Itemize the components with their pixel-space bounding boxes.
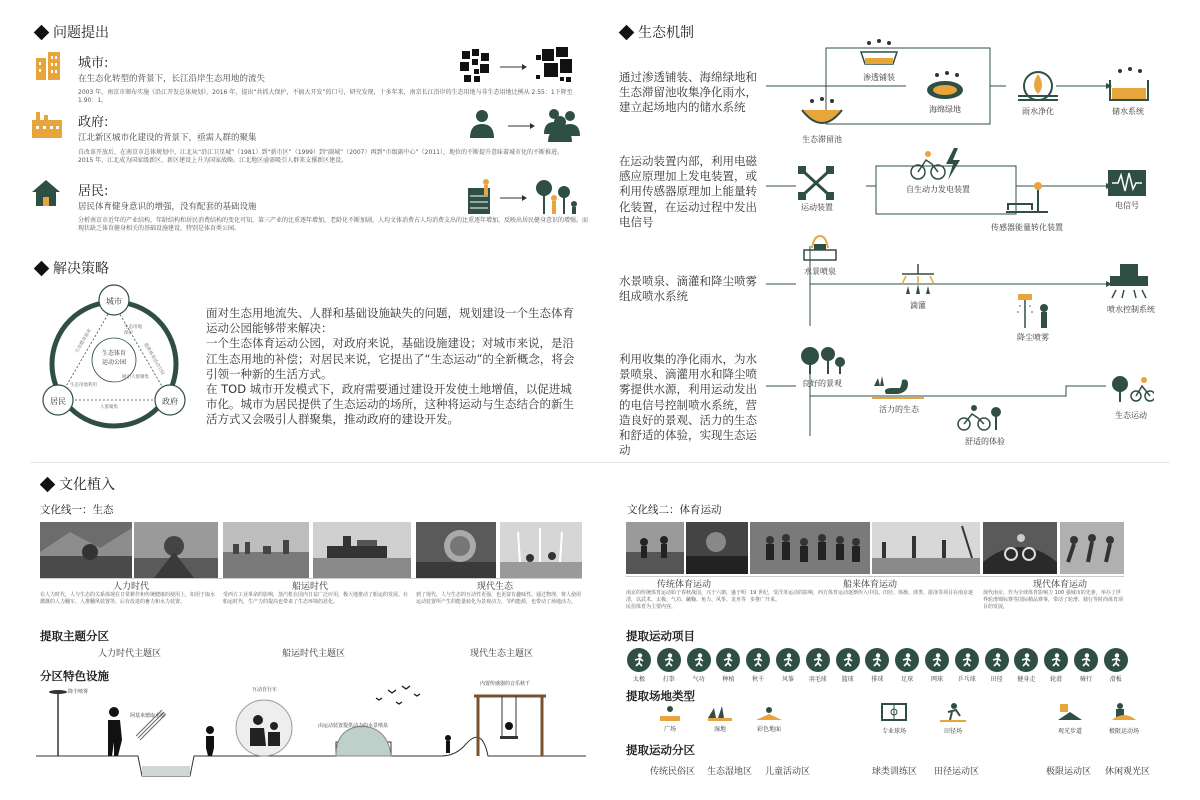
divider bbox=[30, 462, 1170, 463]
era2-label-3: 现代体育运动 bbox=[1032, 580, 1087, 590]
photo-western-1 bbox=[750, 522, 870, 574]
inner-label-5: 吸引人群聚集 bbox=[122, 375, 149, 380]
sport-item bbox=[1043, 648, 1069, 683]
house-icon bbox=[30, 178, 62, 208]
label-vital: 活力的生态 bbox=[879, 405, 919, 414]
sport-pictogram-icon bbox=[716, 648, 740, 672]
comfortable-experience-icon bbox=[956, 404, 1002, 432]
sport-pictogram-icon bbox=[985, 648, 1009, 672]
sport-pictogram-icon bbox=[806, 648, 830, 672]
track-field-icon bbox=[938, 702, 968, 722]
extreme-sport-icon bbox=[1110, 702, 1138, 722]
sport-pictogram-icon bbox=[1074, 648, 1098, 672]
sport-label: 篮球 bbox=[841, 676, 854, 683]
photo-modern-eco-2 bbox=[500, 522, 582, 578]
sponge-green-icon bbox=[923, 70, 967, 102]
zone-7: 休闲观光区 bbox=[1105, 767, 1151, 777]
era1-label-2: 船运时代 bbox=[291, 582, 328, 592]
city-buildings-icon bbox=[32, 50, 66, 80]
sport-item bbox=[775, 648, 801, 683]
era1-text-1: 在人力时代，人与生态的关系体现在日常耕作和传统健康的使用上，如用于取水灌溉的人力翻车、人推翻风装置等，后有改进的畜力和水力装置。 bbox=[40, 592, 216, 605]
era2-text-2: 19 世纪，受洋务运动的影响，西方体育运动逐渐传入中国。田径、体操、球类、游泳等项目在南京逐步推广开来。 bbox=[750, 590, 973, 603]
era2-text-3: 现代南京，作为全球体育影响力 100 强城市的先驱，举办了世界轮滑锦标赛等国际精品赛事，带动了轮滑、骑行等时尚体育项目的发展。 bbox=[983, 590, 1124, 610]
venue-1: 广场 bbox=[663, 726, 676, 733]
sport-item bbox=[1103, 648, 1129, 683]
sport-item bbox=[835, 648, 861, 683]
sport-label: 健身走 bbox=[1017, 676, 1036, 683]
dust-spray-icon bbox=[1010, 290, 1056, 330]
culture-section-title: 文化植入 bbox=[42, 474, 115, 494]
sports-device-icon bbox=[796, 164, 836, 200]
inner-label-1: 生态健身需求 bbox=[75, 328, 93, 355]
diamond-bullet-icon bbox=[619, 24, 635, 40]
drip-irrigation-icon bbox=[898, 264, 938, 298]
diamond-bullet-icon bbox=[34, 24, 50, 40]
sport-label: 滑板 bbox=[1109, 676, 1122, 683]
node-resident: 居民 bbox=[50, 397, 66, 406]
eco-row1-text: 通过渗透铺装、海绵绿地和生态滞留池收集净化雨水，建立起场地内的储水系统 bbox=[619, 70, 757, 115]
sport-item bbox=[924, 648, 950, 683]
sport-label: 足球 bbox=[901, 676, 914, 683]
inner-label-6: 提供体育活动空间 bbox=[142, 342, 165, 377]
label-purify: 雨水净化 bbox=[1022, 107, 1054, 116]
facility-label-1: 降尘喷雾 bbox=[68, 689, 89, 695]
zone-4: 球类训练区 bbox=[872, 767, 918, 777]
inner-label-4: 生态用地利用 bbox=[70, 383, 97, 388]
sport-label: 种植 bbox=[722, 676, 735, 683]
sport-pictogram-icon bbox=[687, 648, 711, 672]
vital-ecology-icon bbox=[872, 374, 924, 402]
colorful-ground-icon bbox=[754, 704, 784, 722]
sport-label: 风筝 bbox=[781, 676, 794, 683]
era1-text-2: 受西方工业革命的影响，蒸汽机在国内日益广泛应用，极大地推动了船运的发展。在船运时代，生产力的提高也带来了生态环境的恶化。 bbox=[223, 592, 409, 605]
photo-traditional-2 bbox=[686, 522, 748, 574]
sensor-converter-icon bbox=[1004, 180, 1050, 218]
sport-label: 乒乓球 bbox=[957, 676, 976, 683]
label-comfortable: 舒适的体验 bbox=[965, 437, 1005, 446]
rain-purify-icon bbox=[1016, 68, 1060, 104]
eco-sport-icon bbox=[1108, 374, 1154, 404]
era1-text-3: 到了现代，人与生态的互动性更强，也更富有趣味性。通过物理，将人使用运动装置所产生的能量转化为景观动力，节约能源，也带动了场地活力。 bbox=[416, 592, 582, 605]
label-generator: 自生动力发电装置 bbox=[906, 185, 970, 194]
gov-small-text: 自改革开放后，在南京市总体规划中，江北从“沿江卫星城”（1981）到“新市区”（1999）到“副城”（2007）再到“市级副中心”（2011），地位的不断提升意味着城市化的不断推进。2015 年，江北成为国家级新区，新区建设上升为国家战略。江北地区亟需吸引人群来支撑新区建设。 bbox=[78, 149, 563, 165]
electric-signal-icon bbox=[1106, 168, 1148, 198]
node-city: 城市 bbox=[106, 297, 122, 306]
eco-row4-text: 利用收集的净化雨水，为水景喷泉、滴灌用水和降尘喷雾提供水源，利用运动发出的电信号控制喷水系统，营造良好的景观、活力的生态和舒适的体验，实现生态运动 bbox=[619, 352, 757, 458]
sport-pictogram-icon bbox=[1014, 648, 1038, 672]
resident-line: 居民体育健身意识的增强，没有配套的基础设施 bbox=[78, 202, 257, 212]
city-small-text: 2003 年，南京市颁布实施《沿江开发总体规划》，2016 年，提出“共抓大保护，不搞大开发”的口号，研究发现，十多年来，南京长江沿岸的生态用地与非生态用地比例从 2.55：1下降至 1.90：1。 bbox=[78, 89, 573, 105]
sport-item bbox=[894, 648, 920, 683]
facility-title: 分区特色设施 bbox=[40, 669, 109, 683]
sport-pictogram-icon bbox=[627, 648, 651, 672]
strategy-text: 面对生态用地流失、人群和基础设施缺失的问题，规划建设一个生态体育运动公园能够带来解决： 一个生态体育运动公园，对政府来说，基础设施建设；对城市来说，是沿江生态用地的补偿；对居民来说，它提出了“生态运动”的全新概念，将会引领一种新的生活方式。 在 TOD 城市开发模式下，政府需要通过建设开发使土地增值，以促进城市化。城市为居民提供了生态运动的场所，这种将运动与生态结合的新生活方式又会吸引人群聚集，推动政府的建设开发。 bbox=[206, 306, 575, 427]
theme-1: 人力时代主题区 bbox=[98, 649, 162, 659]
problem-section-title: 问题提出 bbox=[36, 22, 109, 42]
sport-pictogram-icon bbox=[657, 648, 681, 672]
sport-pictogram-icon bbox=[776, 648, 800, 672]
sport-item bbox=[864, 648, 890, 683]
facility-label-5: 内置传感器的音乐秋千 bbox=[480, 681, 531, 687]
venue-title: 提取场地类型 bbox=[626, 689, 695, 703]
venue-4: 专业球场 bbox=[881, 728, 906, 735]
venue-5: 田径场 bbox=[943, 728, 962, 735]
photo-ship-era-1 bbox=[223, 522, 309, 578]
center-label: 生态体育 运动公园 bbox=[101, 350, 126, 366]
inner-label-2: 生态用地保护 bbox=[124, 325, 142, 336]
land-loss-diagram-icon bbox=[456, 45, 584, 89]
photo-modern-eco-1 bbox=[416, 522, 496, 578]
sport-pictogram-icon bbox=[1044, 648, 1068, 672]
photo-traditional-1 bbox=[626, 522, 684, 574]
era2-label-2: 船来体育运动 bbox=[842, 580, 897, 590]
zone-1: 传统民俗区 bbox=[650, 767, 696, 777]
label-permeable: 渗透铺装 bbox=[863, 73, 895, 82]
factory-icon bbox=[30, 110, 66, 138]
city-line: 在生态化转型的背景下，长江沿岸生态用地的流失 bbox=[78, 74, 266, 84]
venue-2: 湿地 bbox=[713, 726, 726, 733]
pro-court-icon bbox=[880, 702, 908, 722]
photo-human-era-2 bbox=[134, 522, 218, 578]
node-gov: 政府 bbox=[162, 397, 178, 406]
sport-pictogram-icon bbox=[955, 648, 979, 672]
eco-section-title: 生态机制 bbox=[621, 22, 694, 42]
sport-pictogram-icon bbox=[1104, 648, 1128, 672]
resident-small-text: 分析南京市近年的产业结构、年龄结构和居民消费结构的变化可知，第三产业的比重逐年增加，老龄化不断加剧，人均文体消费占人均消费支出的比重逐年增加，反映出居民健身意识的增强。而现状缺乏体育健身相关的基础设施建设，特别是体育类公园。 bbox=[78, 217, 589, 233]
wetland-icon bbox=[706, 704, 734, 722]
label-sponge: 海绵绿地 bbox=[929, 105, 961, 114]
photo-human-era-1 bbox=[40, 522, 132, 578]
sightseeing-trail-icon bbox=[1056, 702, 1084, 722]
label-sensor: 传感器能量转化装置 bbox=[991, 223, 1063, 232]
sport-label: 太极 bbox=[632, 676, 645, 683]
self-power-generator-icon bbox=[908, 146, 964, 182]
label-signal: 电信号 bbox=[1115, 201, 1139, 210]
zone-2: 生态湿地区 bbox=[707, 767, 753, 777]
venue-6: 观光步道 bbox=[1057, 728, 1082, 735]
sport-item bbox=[656, 648, 682, 683]
retention-pool-icon bbox=[800, 96, 844, 132]
era1-label-1: 人力时代 bbox=[112, 582, 149, 592]
good-landscape-icon bbox=[798, 346, 846, 376]
era1-label-3: 现代生态 bbox=[476, 582, 513, 592]
plaza-icon bbox=[658, 704, 682, 722]
sport-item bbox=[805, 648, 831, 683]
zone-5: 田径运动区 bbox=[934, 767, 980, 777]
permeable-pavement-icon bbox=[857, 38, 901, 70]
theme-3: 现代生态主题区 bbox=[470, 649, 534, 659]
zone-3: 儿童活动区 bbox=[765, 767, 811, 777]
sport-label: 排球 bbox=[871, 676, 884, 683]
label-storage: 储水系统 bbox=[1112, 107, 1144, 116]
label-sports-device: 运动装置 bbox=[801, 203, 833, 212]
label-fountain: 水景喷泉 bbox=[804, 267, 836, 276]
era2-text-1: 南京的传统体育运动始于春秋战国，兴于六朝，盛于明清，以武术、太极、气功、蹴鞠、角力、风筝、龙舟等民俗体育为主要内容。 bbox=[626, 590, 747, 610]
sport-label: 轮滑 bbox=[1050, 676, 1063, 683]
photo-modern-sport-2 bbox=[1060, 522, 1124, 574]
sport-item bbox=[715, 648, 741, 683]
theme-2: 船运时代主题区 bbox=[282, 649, 346, 659]
diamond-bullet-icon bbox=[34, 260, 50, 276]
theme-title: 提取主题分区 bbox=[40, 629, 109, 643]
sport-item bbox=[686, 648, 712, 683]
zone-title: 提取运动分区 bbox=[626, 743, 695, 757]
resident-heading: 居民: bbox=[78, 184, 109, 199]
sport-label: 田径 bbox=[990, 676, 1003, 683]
people-gathering-icon bbox=[466, 106, 584, 142]
facility-label-2: 阿基米德取水器 bbox=[130, 713, 166, 719]
sport-pictogram-icon bbox=[746, 648, 770, 672]
photo-western-2 bbox=[872, 522, 980, 574]
spray-control-icon bbox=[1106, 262, 1152, 302]
sport-item bbox=[626, 648, 652, 683]
sport-label: 羽毛球 bbox=[808, 676, 827, 683]
sport-item bbox=[1013, 648, 1039, 683]
sport-label: 打拳 bbox=[662, 676, 675, 683]
water-storage-icon bbox=[1106, 66, 1152, 104]
label-retention: 生态滞留池 bbox=[802, 135, 842, 144]
sport-item bbox=[745, 648, 771, 683]
sport-label: 气功 bbox=[692, 676, 705, 683]
city-heading: 城市: bbox=[78, 56, 109, 71]
fitness-infrastructure-icon bbox=[464, 178, 586, 216]
diamond-bullet-icon bbox=[40, 476, 56, 492]
sport-pictogram-icon bbox=[836, 648, 860, 672]
photo-modern-sport-1 bbox=[983, 522, 1057, 574]
photo-ship-era-2 bbox=[313, 522, 411, 578]
sport-pictogram-icon bbox=[895, 648, 919, 672]
sport-item bbox=[984, 648, 1010, 683]
sport-label: 秋千 bbox=[752, 676, 765, 683]
sport-label: 网球 bbox=[930, 676, 943, 683]
facility-label-3: 互动自行车 bbox=[252, 687, 278, 693]
label-dust: 降尘喷雾 bbox=[1017, 333, 1049, 342]
label-drip: 滴灌 bbox=[910, 301, 926, 310]
sport-pictogram-icon bbox=[865, 648, 889, 672]
venue-7: 极限运动场 bbox=[1108, 728, 1139, 735]
facility-label-4: 由运动装置提供动力的水景喷泉 bbox=[318, 723, 389, 729]
gov-heading: 政府: bbox=[78, 115, 109, 130]
sport-item bbox=[954, 648, 980, 683]
era2-label-1: 传统体育运动 bbox=[656, 580, 711, 590]
strategy-section-title: 解决策略 bbox=[36, 258, 109, 278]
facility-section-illustration bbox=[36, 682, 586, 784]
sport-pictogram-icon bbox=[925, 648, 949, 672]
label-eco-sport: 生态运动 bbox=[1115, 411, 1147, 420]
gov-line: 江北新区城市化建设的背景下，亟需人群的聚集 bbox=[78, 133, 257, 143]
zone-6: 极限运动区 bbox=[1046, 767, 1092, 777]
eco-row3-text: 水景喷泉、滴灌和降尘喷雾组成喷水系统 bbox=[619, 274, 757, 304]
label-spray-control: 喷水控制系统 bbox=[1107, 305, 1155, 314]
sport-item bbox=[1073, 648, 1099, 683]
sports-title: 提取运动项目 bbox=[626, 629, 695, 643]
label-landscape: 良好的景观 bbox=[802, 379, 842, 388]
venue-3: 彩色地面 bbox=[756, 726, 781, 733]
sport-label: 骑行 bbox=[1079, 676, 1092, 683]
inner-label-3: 人群聚集 bbox=[100, 405, 118, 410]
fountain-icon bbox=[800, 234, 840, 264]
culture-line1-title: 文化线一：生态 bbox=[40, 504, 114, 516]
eco-row2-text: 在运动装置内部，利用电磁感应原理加上发电装置，或利用传感器原理加上能量转化装置，在运动过程中发出电信号 bbox=[619, 154, 757, 229]
culture-line2-title: 文化线二：体育运动 bbox=[627, 504, 722, 516]
